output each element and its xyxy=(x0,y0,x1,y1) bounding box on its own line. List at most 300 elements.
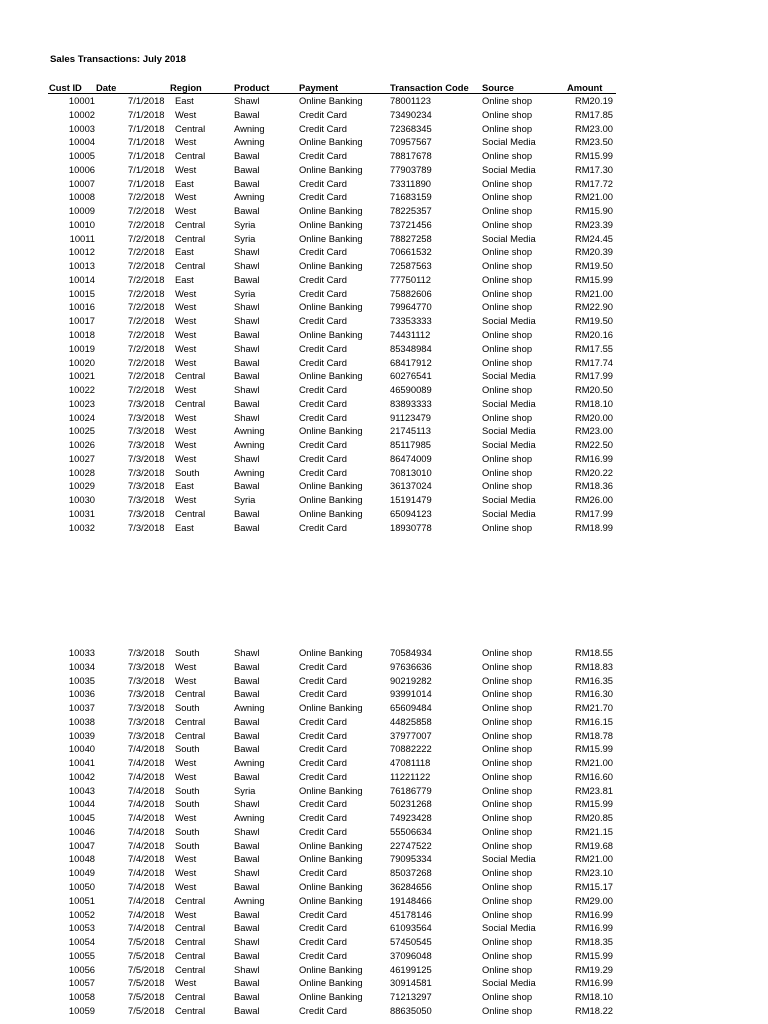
cell-amount: RM20.22 xyxy=(574,466,613,478)
cell-transaction-code: 86474009 xyxy=(390,452,432,464)
cell-source: Online shop xyxy=(482,260,533,272)
cell-product: Bawal xyxy=(234,949,260,961)
cell-cust-id: 10051 xyxy=(68,894,95,906)
table-row xyxy=(0,493,768,507)
cell-region: Central xyxy=(175,232,206,244)
cell-transaction-code: 73490234 xyxy=(390,108,432,120)
cell-payment: Online Banking xyxy=(299,702,363,714)
cell-amount: RM15.17 xyxy=(574,881,613,893)
cell-region: Central xyxy=(175,370,206,382)
cell-region: West xyxy=(175,452,197,464)
cell-product: Syria xyxy=(234,494,256,506)
cell-product: Bawal xyxy=(234,370,260,382)
cell-source: Online shop xyxy=(482,329,533,341)
table-body-bottom xyxy=(0,646,768,1018)
cell-transaction-code: 71213297 xyxy=(390,991,432,1003)
cell-date: 7/4/2018 xyxy=(128,881,165,893)
cell-payment: Credit Card xyxy=(299,150,347,162)
cell-payment: Credit Card xyxy=(299,729,347,741)
table-row xyxy=(0,990,768,1004)
cell-cust-id: 10001 xyxy=(68,95,95,106)
cell-source: Online shop xyxy=(482,466,533,478)
cell-date: 7/1/2018 xyxy=(128,163,165,175)
cell-transaction-code: 91123479 xyxy=(390,411,432,423)
cell-cust-id: 10032 xyxy=(68,521,95,533)
table-row xyxy=(0,314,768,328)
cell-transaction-code: 78827258 xyxy=(390,232,432,244)
header-cust-id: Cust ID xyxy=(49,82,82,93)
table-row xyxy=(0,646,768,660)
cell-source: Social Media xyxy=(482,315,536,327)
cell-date: 7/2/2018 xyxy=(128,342,165,354)
table-row xyxy=(0,259,768,273)
cell-transaction-code: 30914581 xyxy=(390,977,432,989)
cell-region: West xyxy=(175,881,197,893)
cell-cust-id: 10037 xyxy=(68,702,95,714)
cell-transaction-code: 83893333 xyxy=(390,397,432,409)
cell-payment: Credit Card xyxy=(299,798,347,810)
cell-transaction-code: 65609484 xyxy=(390,702,432,714)
cell-region: Central xyxy=(175,150,206,162)
cell-cust-id: 10055 xyxy=(68,949,95,961)
cell-region: West xyxy=(175,770,197,782)
cell-payment: Credit Card xyxy=(299,452,347,464)
cell-amount: RM22.50 xyxy=(574,439,613,451)
cell-amount: RM17.74 xyxy=(574,356,613,368)
cell-payment: Credit Card xyxy=(299,439,347,451)
cell-date: 7/5/2018 xyxy=(128,963,165,975)
cell-payment: Credit Card xyxy=(299,315,347,327)
cell-payment: Credit Card xyxy=(299,688,347,700)
cell-region: South xyxy=(175,647,200,658)
cell-date: 7/5/2018 xyxy=(128,991,165,1003)
cell-region: East xyxy=(175,246,194,258)
cell-date: 7/5/2018 xyxy=(128,977,165,989)
cell-product: Bawal xyxy=(234,177,260,189)
cell-region: South xyxy=(175,743,200,755)
cell-region: East xyxy=(175,95,194,106)
cell-amount: RM21.00 xyxy=(574,853,613,865)
cell-region: Central xyxy=(175,729,206,741)
cell-amount: RM17.99 xyxy=(574,507,613,519)
cell-product: Awning xyxy=(234,702,265,714)
cell-cust-id: 10013 xyxy=(68,260,95,272)
cell-cust-id: 10024 xyxy=(68,411,95,423)
cell-cust-id: 10049 xyxy=(68,867,95,879)
table-row xyxy=(0,687,768,701)
cell-transaction-code: 22747522 xyxy=(390,839,432,851)
cell-transaction-code: 73353333 xyxy=(390,315,432,327)
cell-source: Online shop xyxy=(482,521,533,533)
cell-date: 7/3/2018 xyxy=(128,507,165,519)
table-row xyxy=(0,108,768,122)
cell-date: 7/3/2018 xyxy=(128,411,165,423)
cell-payment: Credit Card xyxy=(299,743,347,755)
cell-date: 7/4/2018 xyxy=(128,922,165,934)
cell-cust-id: 10020 xyxy=(68,356,95,368)
cell-cust-id: 10046 xyxy=(68,825,95,837)
cell-region: Central xyxy=(175,122,206,134)
cell-product: Shawl xyxy=(234,411,260,423)
cell-transaction-code: 70882222 xyxy=(390,743,432,755)
cell-cust-id: 10019 xyxy=(68,342,95,354)
cell-transaction-code: 68417912 xyxy=(390,356,432,368)
cell-source: Online shop xyxy=(482,963,533,975)
cell-cust-id: 10017 xyxy=(68,315,95,327)
cell-product: Shawl xyxy=(234,963,260,975)
cell-amount: RM17.30 xyxy=(574,163,613,175)
cell-amount: RM18.78 xyxy=(574,729,613,741)
cell-product: Bawal xyxy=(234,743,260,755)
cell-amount: RM19.50 xyxy=(574,260,613,272)
cell-date: 7/4/2018 xyxy=(128,798,165,810)
header-payment: Payment xyxy=(299,82,339,93)
cell-date: 7/3/2018 xyxy=(128,729,165,741)
cell-date: 7/3/2018 xyxy=(128,521,165,533)
cell-cust-id: 10006 xyxy=(68,163,95,175)
cell-cust-id: 10003 xyxy=(68,122,95,134)
cell-amount: RM16.35 xyxy=(574,674,613,686)
cell-amount: RM16.60 xyxy=(574,770,613,782)
cell-product: Shawl xyxy=(234,798,260,810)
cell-cust-id: 10014 xyxy=(68,273,95,285)
cell-region: West xyxy=(175,812,197,824)
cell-product: Awning xyxy=(234,894,265,906)
table-row xyxy=(0,756,768,770)
cell-region: West xyxy=(175,384,197,396)
cell-payment: Credit Card xyxy=(299,1004,347,1016)
table-row xyxy=(0,149,768,163)
table-row xyxy=(0,397,768,411)
cell-cust-id: 10050 xyxy=(68,881,95,893)
cell-cust-id: 10030 xyxy=(68,494,95,506)
cell-region: Central xyxy=(175,218,206,230)
cell-source: Online shop xyxy=(482,647,533,658)
cell-transaction-code: 74923428 xyxy=(390,812,432,824)
cell-product: Shawl xyxy=(234,315,260,327)
cell-date: 7/2/2018 xyxy=(128,356,165,368)
cell-region: West xyxy=(175,908,197,920)
cell-payment: Online Banking xyxy=(299,370,363,382)
cell-amount: RM21.00 xyxy=(574,757,613,769)
cell-cust-id: 10026 xyxy=(68,439,95,451)
cell-transaction-code: 73311890 xyxy=(390,177,432,189)
cell-region: West xyxy=(175,494,197,506)
cell-product: Awning xyxy=(234,122,265,134)
cell-region: West xyxy=(175,853,197,865)
cell-amount: RM18.83 xyxy=(574,660,613,672)
header-date: Date xyxy=(96,82,117,93)
cell-date: 7/5/2018 xyxy=(128,949,165,961)
cell-date: 7/4/2018 xyxy=(128,757,165,769)
header-amount: Amount xyxy=(567,82,603,93)
cell-amount: RM17.72 xyxy=(574,177,613,189)
cell-product: Awning xyxy=(234,757,265,769)
cell-date: 7/3/2018 xyxy=(128,397,165,409)
cell-date: 7/4/2018 xyxy=(128,894,165,906)
cell-date: 7/1/2018 xyxy=(128,108,165,120)
cell-region: East xyxy=(175,177,194,189)
cell-payment: Online Banking xyxy=(299,977,363,989)
cell-cust-id: 10048 xyxy=(68,853,95,865)
cell-product: Shawl xyxy=(234,301,260,313)
cell-source: Online shop xyxy=(482,273,533,285)
cell-date: 7/4/2018 xyxy=(128,839,165,851)
cell-date: 7/3/2018 xyxy=(128,466,165,478)
cell-payment: Online Banking xyxy=(299,894,363,906)
cell-date: 7/2/2018 xyxy=(128,384,165,396)
cell-payment: Online Banking xyxy=(299,301,363,313)
cell-cust-id: 10015 xyxy=(68,287,95,299)
cell-product: Bawal xyxy=(234,329,260,341)
cell-payment: Credit Card xyxy=(299,521,347,533)
cell-product: Bawal xyxy=(234,273,260,285)
cell-amount: RM16.99 xyxy=(574,922,613,934)
cell-product: Bawal xyxy=(234,881,260,893)
cell-amount: RM20.39 xyxy=(574,246,613,258)
cell-region: West xyxy=(175,315,197,327)
cell-cust-id: 10035 xyxy=(68,674,95,686)
cell-transaction-code: 36137024 xyxy=(390,480,432,492)
cell-amount: RM26.00 xyxy=(574,494,613,506)
cell-source: Social Media xyxy=(482,425,536,437)
cell-source: Online shop xyxy=(482,384,533,396)
cell-cust-id: 10022 xyxy=(68,384,95,396)
table-row xyxy=(0,356,768,370)
cell-region: West xyxy=(175,301,197,313)
cell-amount: RM29.00 xyxy=(574,894,613,906)
cell-transaction-code: 50231268 xyxy=(390,798,432,810)
table-row xyxy=(0,94,768,108)
header-source: Source xyxy=(482,82,514,93)
header-region: Region xyxy=(170,82,202,93)
table-row xyxy=(0,342,768,356)
cell-amount: RM21.00 xyxy=(574,287,613,299)
cell-amount: RM18.99 xyxy=(574,521,613,533)
cell-region: East xyxy=(175,480,194,492)
cell-source: Online shop xyxy=(482,908,533,920)
cell-region: West xyxy=(175,287,197,299)
cell-region: South xyxy=(175,825,200,837)
cell-amount: RM18.35 xyxy=(574,936,613,948)
cell-cust-id: 10005 xyxy=(68,150,95,162)
cell-date: 7/3/2018 xyxy=(128,480,165,492)
table-row xyxy=(0,479,768,493)
cell-transaction-code: 46199125 xyxy=(390,963,432,975)
cell-date: 7/2/2018 xyxy=(128,246,165,258)
cell-transaction-code: 85348984 xyxy=(390,342,432,354)
table-row xyxy=(0,177,768,191)
cell-transaction-code: 78817678 xyxy=(390,150,432,162)
cell-payment: Online Banking xyxy=(299,507,363,519)
cell-product: Bawal xyxy=(234,480,260,492)
table-row xyxy=(0,935,768,949)
cell-payment: Online Banking xyxy=(299,853,363,865)
cell-transaction-code: 21745113 xyxy=(390,425,432,437)
cell-region: Central xyxy=(175,715,206,727)
cell-date: 7/3/2018 xyxy=(128,674,165,686)
cell-payment: Credit Card xyxy=(299,949,347,961)
cell-product: Awning xyxy=(234,439,265,451)
cell-region: Central xyxy=(175,260,206,272)
cell-product: Bawal xyxy=(234,397,260,409)
cell-product: Bawal xyxy=(234,991,260,1003)
cell-product: Shawl xyxy=(234,246,260,258)
cell-region: Central xyxy=(175,991,206,1003)
cell-region: West xyxy=(175,867,197,879)
cell-region: Central xyxy=(175,936,206,948)
cell-payment: Online Banking xyxy=(299,991,363,1003)
cell-source: Social Media xyxy=(482,439,536,451)
cell-amount: RM23.81 xyxy=(574,784,613,796)
cell-cust-id: 10054 xyxy=(68,936,95,948)
cell-amount: RM16.99 xyxy=(574,452,613,464)
cell-date: 7/2/2018 xyxy=(128,205,165,217)
cell-cust-id: 10042 xyxy=(68,770,95,782)
header-transaction-code: Transaction Code xyxy=(390,82,469,93)
cell-payment: Credit Card xyxy=(299,397,347,409)
cell-product: Shawl xyxy=(234,452,260,464)
cell-product: Bawal xyxy=(234,688,260,700)
cell-transaction-code: 88635050 xyxy=(390,1004,432,1016)
table-row xyxy=(0,204,768,218)
cell-payment: Credit Card xyxy=(299,108,347,120)
table-row xyxy=(0,729,768,743)
cell-cust-id: 10058 xyxy=(68,991,95,1003)
cell-date: 7/4/2018 xyxy=(128,908,165,920)
cell-date: 7/3/2018 xyxy=(128,702,165,714)
cell-product: Bawal xyxy=(234,507,260,519)
cell-amount: RM18.10 xyxy=(574,991,613,1003)
cell-date: 7/2/2018 xyxy=(128,315,165,327)
cell-cust-id: 10010 xyxy=(68,218,95,230)
cell-date: 7/3/2018 xyxy=(128,688,165,700)
cell-cust-id: 10044 xyxy=(68,798,95,810)
cell-source: Online shop xyxy=(482,936,533,948)
cell-amount: RM23.10 xyxy=(574,867,613,879)
cell-region: West xyxy=(175,425,197,437)
table-row xyxy=(0,701,768,715)
cell-transaction-code: 15191479 xyxy=(390,494,432,506)
cell-cust-id: 10027 xyxy=(68,452,95,464)
table-row xyxy=(0,163,768,177)
table-row xyxy=(0,424,768,438)
cell-date: 7/3/2018 xyxy=(128,715,165,727)
cell-product: Bawal xyxy=(234,908,260,920)
cell-region: Central xyxy=(175,922,206,934)
cell-date: 7/4/2018 xyxy=(128,770,165,782)
cell-amount: RM19.50 xyxy=(574,315,613,327)
cell-transaction-code: 11221122 xyxy=(390,770,431,782)
cell-region: West xyxy=(175,356,197,368)
cell-cust-id: 10011 xyxy=(69,232,95,244)
cell-payment: Credit Card xyxy=(299,177,347,189)
table-row xyxy=(0,660,768,674)
cell-amount: RM18.22 xyxy=(574,1004,613,1016)
cell-amount: RM22.90 xyxy=(574,301,613,313)
cell-amount: RM21.00 xyxy=(574,191,613,203)
cell-amount: RM18.10 xyxy=(574,397,613,409)
cell-source: Social Media xyxy=(482,397,536,409)
cell-date: 7/2/2018 xyxy=(128,287,165,299)
cell-date: 7/2/2018 xyxy=(128,191,165,203)
cell-date: 7/2/2018 xyxy=(128,218,165,230)
cell-payment: Online Banking xyxy=(299,647,363,658)
cell-amount: RM21.15 xyxy=(574,825,613,837)
table-row xyxy=(0,784,768,798)
cell-transaction-code: 57450545 xyxy=(390,936,432,948)
cell-date: 7/5/2018 xyxy=(128,936,165,948)
cell-payment: Credit Card xyxy=(299,273,347,285)
cell-source: Online shop xyxy=(482,812,533,824)
cell-product: Shawl xyxy=(234,384,260,396)
cell-source: Online shop xyxy=(482,411,533,423)
cell-date: 7/5/2018 xyxy=(128,1004,165,1016)
cell-payment: Credit Card xyxy=(299,770,347,782)
cell-product: Bawal xyxy=(234,1004,260,1016)
table-row xyxy=(0,411,768,425)
cell-source: Online shop xyxy=(482,715,533,727)
cell-payment: Online Banking xyxy=(299,784,363,796)
cell-product: Bawal xyxy=(234,715,260,727)
cell-payment: Online Banking xyxy=(299,136,363,148)
cell-amount: RM15.99 xyxy=(574,273,613,285)
cell-transaction-code: 79095334 xyxy=(390,853,432,865)
cell-transaction-code: 79964770 xyxy=(390,301,432,313)
table-row xyxy=(0,742,768,756)
cell-cust-id: 10009 xyxy=(68,205,95,217)
cell-cust-id: 10059 xyxy=(68,1004,95,1016)
table-row xyxy=(0,797,768,811)
cell-region: Central xyxy=(175,894,206,906)
cell-transaction-code: 47081118 xyxy=(390,757,431,769)
cell-region: East xyxy=(175,273,194,285)
table-row xyxy=(0,300,768,314)
cell-amount: RM19.29 xyxy=(574,963,613,975)
cell-region: West xyxy=(175,329,197,341)
cell-transaction-code: 60276541 xyxy=(390,370,432,382)
cell-date: 7/4/2018 xyxy=(128,784,165,796)
cell-date: 7/4/2018 xyxy=(128,867,165,879)
cell-region: West xyxy=(175,439,197,451)
table-row xyxy=(0,232,768,246)
cell-cust-id: 10025 xyxy=(68,425,95,437)
cell-date: 7/3/2018 xyxy=(128,425,165,437)
cell-amount: RM17.55 xyxy=(574,342,613,354)
cell-source: Online shop xyxy=(482,108,533,120)
header-product: Product xyxy=(234,82,270,93)
cell-source: Online shop xyxy=(482,702,533,714)
cell-transaction-code: 70661532 xyxy=(390,246,432,258)
cell-amount: RM23.00 xyxy=(574,425,613,437)
cell-date: 7/2/2018 xyxy=(128,260,165,272)
cell-amount: RM15.99 xyxy=(574,949,613,961)
cell-transaction-code: 37977007 xyxy=(390,729,432,741)
cell-payment: Credit Card xyxy=(299,660,347,672)
cell-transaction-code: 61093564 xyxy=(390,922,432,934)
cell-transaction-code: 70957567 xyxy=(390,136,432,148)
cell-transaction-code: 74431112 xyxy=(390,329,431,341)
cell-region: South xyxy=(175,839,200,851)
cell-transaction-code: 18930778 xyxy=(390,521,432,533)
cell-amount: RM16.99 xyxy=(574,908,613,920)
cell-region: West xyxy=(175,342,197,354)
cell-region: Central xyxy=(175,397,206,409)
cell-region: West xyxy=(175,674,197,686)
cell-amount: RM20.85 xyxy=(574,812,613,824)
cell-amount: RM20.19 xyxy=(574,95,613,106)
cell-source: Online shop xyxy=(482,246,533,258)
